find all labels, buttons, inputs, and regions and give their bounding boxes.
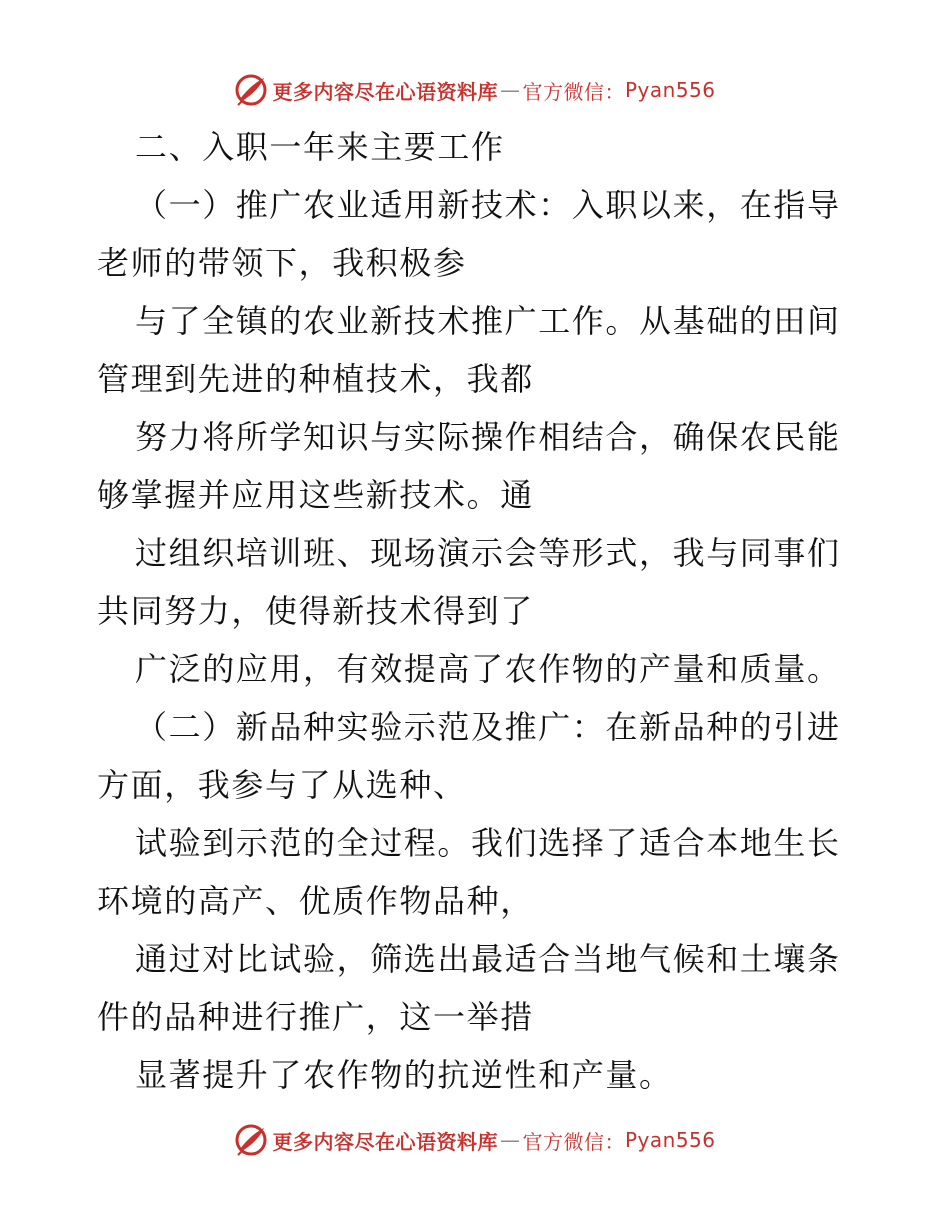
text-line: 环境的高产、优质作物品种， — [97, 882, 534, 920]
text-line: （二）新品种实验示范及推广：在新品种的引进 — [135, 708, 841, 746]
text-line: 通过对比试验，筛选出最适合当地气候和土壤条 — [135, 940, 841, 978]
text-line: 方面，我参与了从选种、 — [97, 766, 467, 804]
text-line: 老师的带领下，我积极参 — [97, 244, 467, 282]
quill-pen-logo-icon — [234, 1123, 268, 1157]
text-line: 件的品种进行推广，这一举措 — [97, 998, 534, 1036]
banner-wechat-id: Pyan556 — [624, 1128, 716, 1152]
banner-dash: — — [499, 78, 521, 102]
text-line: 二、入职一年来主要工作 — [135, 128, 505, 166]
text-line: 过组织培训班、现场演示会等形式，我与同事们 — [135, 534, 841, 572]
text-line: 共同努力，使得新技术得到了 — [97, 592, 534, 630]
text-line: 与了全镇的农业新技术推广工作。从基础的田间 — [135, 302, 841, 340]
banner-slogan: 更多内容尽在心语资料库 — [272, 79, 498, 104]
text-line: （一）推广农业适用新技术：入职以来，在指导 — [135, 186, 841, 224]
banner-wechat-label: 官方微信： — [522, 1129, 625, 1154]
text-line: 管理到先进的种植技术，我都 — [97, 360, 534, 398]
text-line: 广泛的应用，有效提高了农作物的产量和质量。 — [135, 650, 841, 688]
text-line: 显著提升了农作物的抗逆性和产量。 — [135, 1056, 673, 1094]
header-banner — [0, 70, 950, 110]
banner-slogan: 更多内容尽在心语资料库 — [272, 1129, 498, 1154]
quill-pen-logo-icon — [234, 73, 268, 107]
footer-banner — [0, 1120, 950, 1160]
text-line: 试验到示范的全过程。我们选择了适合本地生长 — [135, 824, 841, 862]
banner-wechat-id: Pyan556 — [624, 78, 716, 102]
document-body — [97, 118, 857, 1104]
text-line: 够掌握并应用这些新技术。通 — [97, 476, 534, 514]
banner-dash: — — [499, 1128, 521, 1152]
text-line: 努力将所学知识与实际操作相结合，确保农民能 — [135, 418, 841, 456]
banner-wechat-label: 官方微信： — [522, 79, 625, 104]
